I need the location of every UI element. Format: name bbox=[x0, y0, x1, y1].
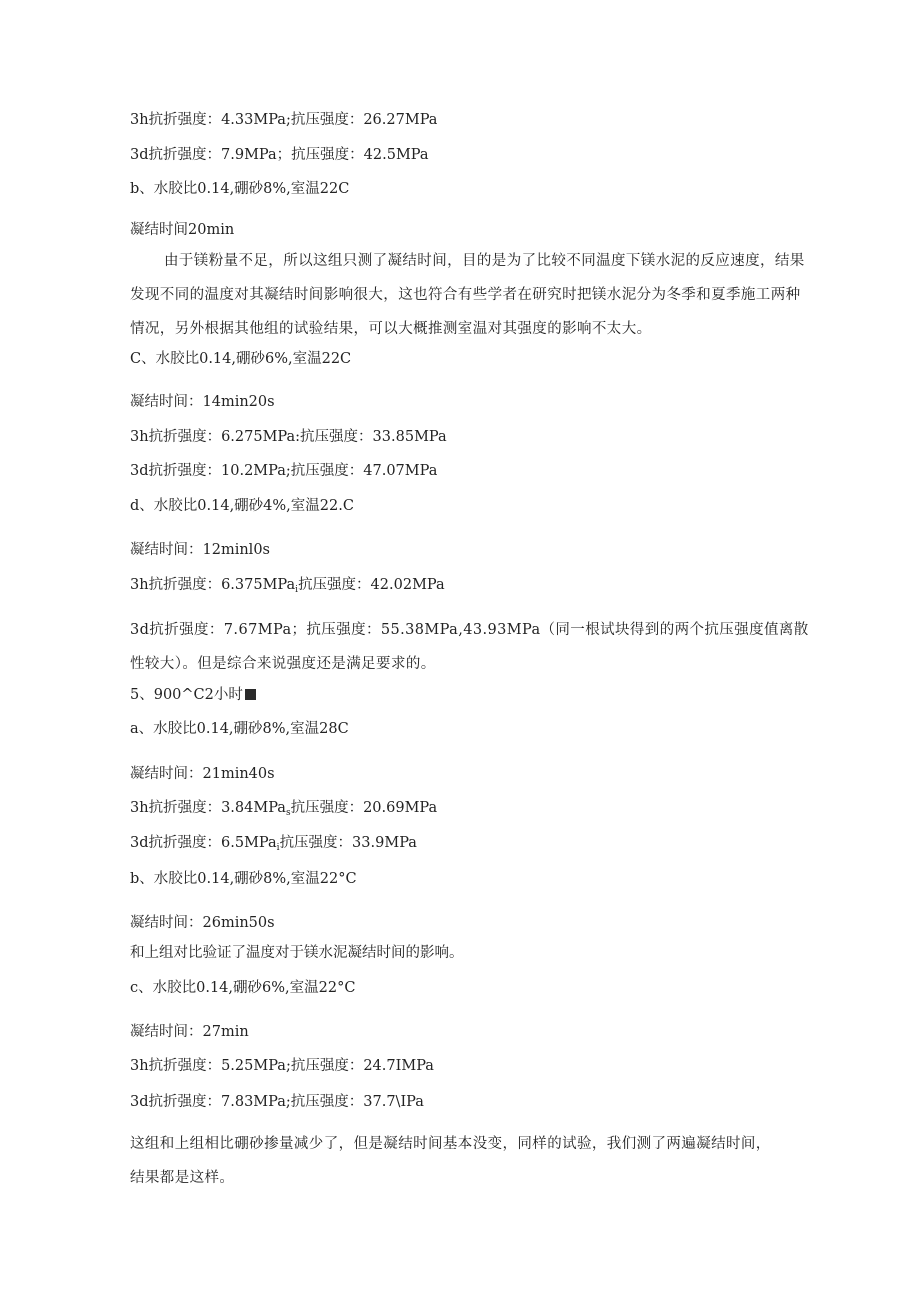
text-line-group-c-heading: c、水胶比0.14,硼砂6%,室温22°C bbox=[130, 980, 356, 996]
text-line-group-b-heading: b、水胶比0.14,硼砂8%,室温22°C bbox=[130, 871, 357, 887]
text-line-group-a-heading: a、水胶比0.14,硼砂8%,室温28C bbox=[130, 721, 349, 737]
strength-text: 3d抗折强度：6.5MPa bbox=[130, 835, 277, 851]
strength-text: 3h抗折强度：3.84MPa bbox=[130, 800, 286, 816]
text-line-setting-time: 凝结时间：27min bbox=[130, 1024, 249, 1040]
text-line-setting-time: 凝结时间：12minl0s bbox=[130, 542, 270, 558]
text-line-3h-strength: 3h抗折强度：4.33MPa;抗压强度：26.27MPa bbox=[130, 112, 438, 128]
text-line-comparison-note: 和上组对比验证了温度对于镁水泥凝结时间的影响。 bbox=[130, 945, 464, 961]
text-line-3d-strength: 3d抗折强度：10.2MPa;抗压强度：47.07MPa bbox=[130, 463, 438, 479]
subscript-mark: i bbox=[295, 585, 299, 595]
text-line-setting-time: 凝结时间：26min50s bbox=[130, 915, 275, 931]
text-line-3h-strength: 3h抗折强度：5.25MPa;抗压强度：24.7IMPa bbox=[130, 1058, 434, 1074]
text-line-3d-strength: 3d抗折强度：7.9MPa；抗压强度：42.5MPa bbox=[130, 147, 429, 163]
strength-text: 3h抗折强度：6.375MPa bbox=[130, 577, 296, 593]
text-line-3h-strength: 3h抗折强度：6.275MPa:抗压强度：33.85MPa bbox=[130, 429, 447, 445]
black-square-glyph bbox=[245, 689, 256, 700]
strength-text: 抗压强度：20.69MPa bbox=[290, 800, 438, 816]
strength-text: 抗压强度：33.9MPa bbox=[279, 835, 417, 851]
text-line-group-d-heading: d、水胶比0.14,硼砂4%,室温22.C bbox=[130, 498, 354, 514]
text-line-3h-strength bbox=[130, 798, 437, 823]
text-line-setting-time: 凝结时间20min bbox=[130, 222, 235, 238]
text-line-setting-time: 凝结时间：21min40s bbox=[130, 766, 275, 782]
strength-text: 抗压强度：42.02MPa bbox=[298, 577, 445, 593]
subscript-mark: s bbox=[285, 808, 291, 818]
paragraph-temperature-discussion: 由于镁粉量不足，所以这组只测了凝结时间，目的是为了比较不同温度下镁水泥的反应速度，结果发现不同的温度对其凝结时间影响很大，这也符合有些学者在研究时把镁水泥分为冬季和夏季施工两种情况，另外根据其他组的试验结果，可以大概推测室温对其强度的影响不太大。 bbox=[130, 253, 805, 337]
subscript-mark: i bbox=[276, 843, 280, 853]
section-heading-900c bbox=[130, 685, 256, 705]
text-line-3d-strength: 3d抗折强度：7.83MPa;抗压强度：37.7\IPa bbox=[130, 1094, 424, 1110]
paragraph-borax-conclusion: 这组和上组相比硼砂掺量减少了，但是凝结时间基本没变，同样的试验，我们测了两遍凝结时间，结果都是这样。 bbox=[130, 1136, 771, 1186]
text-line-group-c-heading: C、水胶比0.14,硼砂6%,室温22C bbox=[130, 351, 352, 367]
section-heading-text: 5、900^C2小时 bbox=[130, 687, 243, 703]
text-line-setting-time: 凝结时间：14min20s bbox=[130, 394, 275, 410]
text-line-3d-strength bbox=[130, 833, 417, 858]
paragraph-3d-strength-note: 3d抗折强度：7.67MPa；抗压强度：55.38MPa,43.93MPa（同一根试块得到的两个抗压强度值离散性较大）。但是综合来说强度还是满足要求的。 bbox=[130, 622, 809, 672]
text-line-group-b-heading: b、水胶比0.14,硼砂8%,室温22C bbox=[130, 181, 350, 197]
text-line-3h-strength bbox=[130, 575, 445, 600]
